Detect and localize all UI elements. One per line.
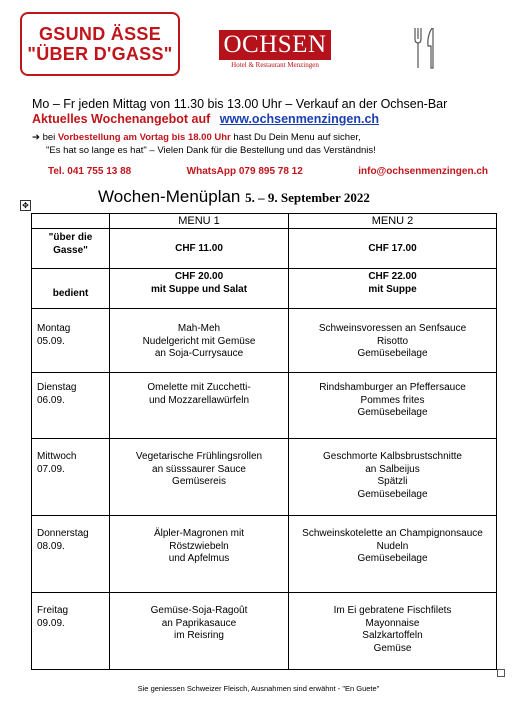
dish-line: Gemüse-Soja-Ragoût xyxy=(150,605,248,616)
logo-subtitle: Hotel & Restaurant Menzingen xyxy=(231,61,319,69)
title-main: Wochen-Menüplan xyxy=(98,187,241,206)
dish-line: Nudeln xyxy=(376,540,409,552)
ochsen-logo xyxy=(205,30,345,69)
preorder-suffix: hast Du Dein Menu auf sicher, xyxy=(230,132,361,143)
menu2-cell xyxy=(289,373,497,439)
price-menu2 xyxy=(289,269,497,309)
day-cell xyxy=(32,373,110,439)
price-menu1 xyxy=(110,269,289,309)
menu2-cell xyxy=(289,593,497,670)
menu1-cell xyxy=(110,593,289,670)
dish-line: Gemüsebeilage xyxy=(357,488,428,500)
dish-line: Salzkartoffeln xyxy=(362,630,423,641)
day-date: 05.09. xyxy=(37,335,65,347)
day-date: 09.09. xyxy=(37,617,65,629)
day-name: Dienstag xyxy=(37,382,77,393)
dish-line: im Reisring xyxy=(173,630,224,641)
dish-line: Gemüsereis xyxy=(172,476,226,487)
menu1-cell xyxy=(110,309,289,373)
header-menu1: MENU 1 xyxy=(110,214,289,229)
menu1-cell xyxy=(110,373,289,439)
day-name: Freitag xyxy=(37,605,69,616)
gsund-badge xyxy=(20,12,180,76)
email-address: info@ochsenmenzingen.ch xyxy=(358,166,488,177)
phone-number: Tel. 041 755 13 88 xyxy=(48,166,132,177)
dish-line: Schweinsvoressen an Senfsauce xyxy=(318,323,467,334)
price-note: mit Suppe xyxy=(368,283,417,295)
contact-row xyxy=(48,166,488,177)
table-move-icon[interactable]: ✥ xyxy=(20,200,31,211)
price-menu2: CHF 17.00 xyxy=(289,229,497,269)
price-label: "über die Gasse" xyxy=(32,229,110,269)
price-row-takeaway xyxy=(32,229,497,269)
dish-line: Pommes frites xyxy=(360,394,425,406)
logo-name: OCHSEN xyxy=(219,30,330,60)
price-value: CHF 22.00 xyxy=(368,271,417,282)
dish-line: an Salbeijus xyxy=(365,463,420,475)
preorder-prefix: ➔ bei xyxy=(32,132,58,143)
dish-line: Spätzli xyxy=(377,476,408,487)
dish-line: Im Ei gebratene Fischfilets xyxy=(333,605,452,616)
menu2-cell xyxy=(289,309,497,373)
day-row-tuesday xyxy=(32,373,497,439)
day-name: Donnerstag xyxy=(37,528,89,539)
menu-table xyxy=(31,213,497,670)
dish-line: und Mozzarellawürfeln xyxy=(148,394,250,406)
price-value: CHF 20.00 xyxy=(174,271,224,282)
day-row-wednesday xyxy=(32,439,497,516)
dish-line: Gemüsebeilage xyxy=(357,348,428,359)
dish-line: Mayonnaise xyxy=(365,617,420,629)
thanks-line: "Es hat so lange es hat" – Vielen Dank für die Bestellung und das Verständnis! xyxy=(46,145,376,156)
header-menu2: MENU 2 xyxy=(289,214,497,229)
day-row-monday xyxy=(32,309,497,373)
dish-line: Röstzwiebeln xyxy=(169,540,229,552)
dish-line: an süsssaurer Sauce xyxy=(152,463,246,475)
dish-line: Nudelgericht mit Gemüse xyxy=(142,335,256,347)
price-note: mit Suppe und Salat xyxy=(150,283,248,295)
menu2-cell xyxy=(289,516,497,593)
day-row-friday xyxy=(32,593,497,670)
dish-line: Rindshamburger an Pfeffersauce xyxy=(319,382,466,393)
fork-knife-icon xyxy=(413,28,437,70)
day-date: 08.09. xyxy=(37,540,65,552)
dish-line: Gemüse xyxy=(373,642,412,654)
dish-line: an Paprikasauce xyxy=(161,617,237,629)
dish-line: Omelette mit Zucchetti- xyxy=(147,382,251,393)
price-row-served xyxy=(32,269,497,309)
dish-line: Gemüsebeilage xyxy=(357,407,428,418)
dish-line: Gemüsebeilage xyxy=(357,553,428,564)
price-menu1: CHF 11.00 xyxy=(110,229,289,269)
dish-line: Vegetarische Frühlingsrollen xyxy=(135,451,263,462)
preorder-deadline: Vorbestellung am Vortag bis 18.00 Uhr xyxy=(57,132,231,143)
table-header-row xyxy=(32,214,497,229)
day-name: Montag xyxy=(37,323,71,334)
page-title xyxy=(98,187,370,207)
menu1-cell xyxy=(110,516,289,593)
day-cell xyxy=(32,439,110,516)
table-resize-handle[interactable] xyxy=(497,669,505,677)
badge-line1: GSUND ÄSSE xyxy=(38,24,162,44)
opening-hours: Mo – Fr jeden Mittag von 11.30 bis 13.00 Uhr – Verkauf an der Ochsen-Bar xyxy=(32,97,448,111)
day-cell xyxy=(32,516,110,593)
menu1-cell xyxy=(110,439,289,516)
dish-line: an Soja-Currysauce xyxy=(154,348,244,359)
footer-note: Sie geniessen Schweizer Fleisch, Ausnahmen sind erwähnt - "En Guete" xyxy=(137,684,380,693)
preorder-line xyxy=(32,132,361,143)
dish-line: Geschmorte Kalbsbrustschnitte xyxy=(323,451,462,462)
title-dates: 5. – 9. September 2022 xyxy=(245,190,370,205)
header-empty xyxy=(32,214,110,229)
price-label: bedient xyxy=(32,269,110,309)
day-name: Mittwoch xyxy=(37,451,77,462)
weekly-offer-line xyxy=(32,112,379,126)
whatsapp-number: WhatsApp 079 895 78 12 xyxy=(186,166,303,177)
dish-line: Risotto xyxy=(376,335,409,347)
badge-line2: "ÜBER D'GASS" xyxy=(27,44,173,64)
dish-line: Älpler-Magronen mit xyxy=(153,528,245,539)
day-date: 07.09. xyxy=(37,463,65,475)
dish-line: und Apfelmus xyxy=(168,553,230,564)
menu2-cell xyxy=(289,439,497,516)
dish-line: Schweinskotelette an Champignonsauce xyxy=(302,528,483,539)
day-cell xyxy=(32,309,110,373)
day-row-thursday xyxy=(32,516,497,593)
day-cell xyxy=(32,593,110,670)
day-date: 06.09. xyxy=(37,394,65,406)
dish-line: Mah-Meh xyxy=(177,323,221,334)
weekly-offer-text: Aktuelles Wochenangebot auf xyxy=(32,112,211,126)
website-link[interactable]: www.ochsenmenzingen.ch xyxy=(219,112,380,126)
